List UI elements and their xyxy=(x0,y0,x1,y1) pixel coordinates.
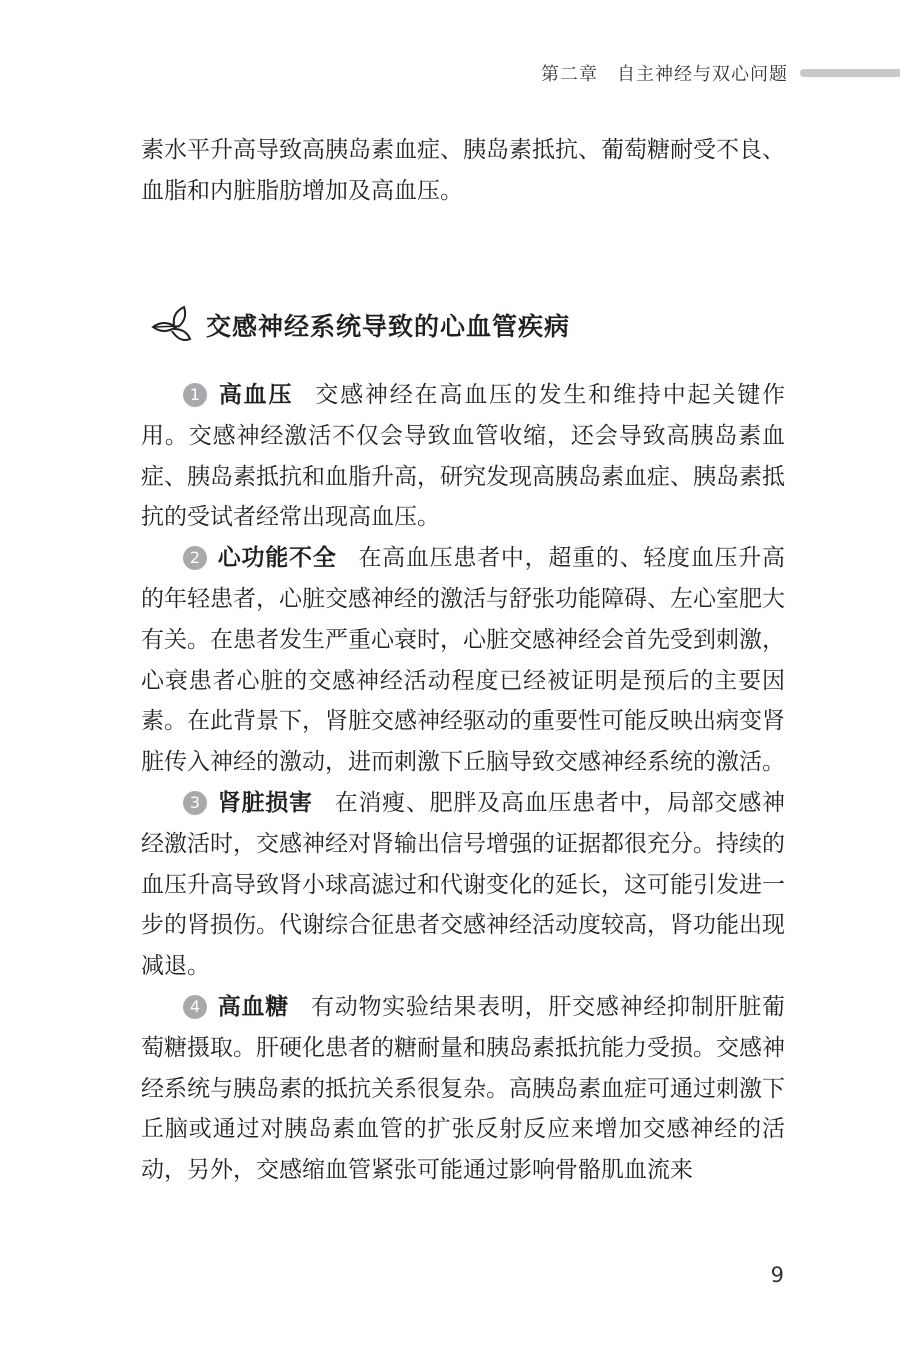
item-number-badge: 3 xyxy=(183,791,207,815)
leaf-icon xyxy=(150,305,192,345)
section-title: 交感神经系统导致的心血管疾病 xyxy=(206,312,571,341)
item-number-badge: 2 xyxy=(183,546,207,570)
item-text: 有动物实验结果表明，肝交感神经抑制肝脏葡萄糖摄取。肝硬化患者的糖耐量和胰岛素抵抗能力受损。交感神经系统与胰岛素的抵抗关系很复杂。高胰岛素血症可通过刺激下丘脑或通过对胰岛素血管的扩张反射反应来增加交感神经的活动，另外，交感缩血管紧张可能通过影响骨骼肌血流来 xyxy=(141,993,786,1184)
running-header-title: 第二章 自主神经与双心问题 xyxy=(541,64,788,85)
item-hypertension xyxy=(141,375,785,538)
item-kidney-damage xyxy=(141,783,785,987)
item-title: 高血糖 xyxy=(217,993,289,1020)
item-text: 在消瘦、肥胖及高血压患者中，局部交感神经激活时，交感神经对肾输出信号增强的证据都很充分。持续的血压升高导致肾小球高滤过和代谢变化的延长，这可能引发进一步的肾损伤。代谢综合征患者交感神经活动度较高，肾功能出现减退。 xyxy=(141,789,786,980)
item-title: 高血压 xyxy=(217,382,294,408)
item-number-badge: 1 xyxy=(183,383,207,407)
running-header xyxy=(541,58,900,88)
item-title: 肾脏损害 xyxy=(217,789,313,816)
intro-paragraph: 素水平升高导致高胰岛素血症、胰岛素抵抗、葡萄糖耐受不良、血脂和内脏脂肪增加及高血压。 xyxy=(141,137,785,204)
item-text: 在高血压患者中，超重的、轻度血压升高的年轻患者，心脏交感神经的激活与舒张功能障碍、左心室肥大有关。在患者发生严重心衰时，心脏交感神经会首先受到刺激，心衰患者心脏的交感神经活动程度已经被证明是预后的主要因素。在此背景下，肾脏交感神经驱动的重要性可能反映出病变肾脏传入神经的激动，进而刺激下丘脑导致交感神经系统的激活。 xyxy=(141,545,786,776)
item-number-badge: 4 xyxy=(183,995,207,1019)
item-heart-failure xyxy=(141,538,785,783)
item-hyperglycemia xyxy=(141,987,785,1191)
page-number: 9 xyxy=(770,1263,784,1287)
item-text: 交感神经在高血压的发生和维持中起关键作用。交感神经激活不仅会导致血管收缩，还会导致高胰岛素血症、胰岛素抵抗和血脂升高，研究发现高胰岛素血症、胰岛素抵抗的受试者经常出现高血压。 xyxy=(141,382,786,531)
running-header-bar xyxy=(800,69,900,77)
section-heading xyxy=(150,300,570,350)
body-text xyxy=(141,375,785,1191)
item-title: 心功能不全 xyxy=(217,545,337,572)
